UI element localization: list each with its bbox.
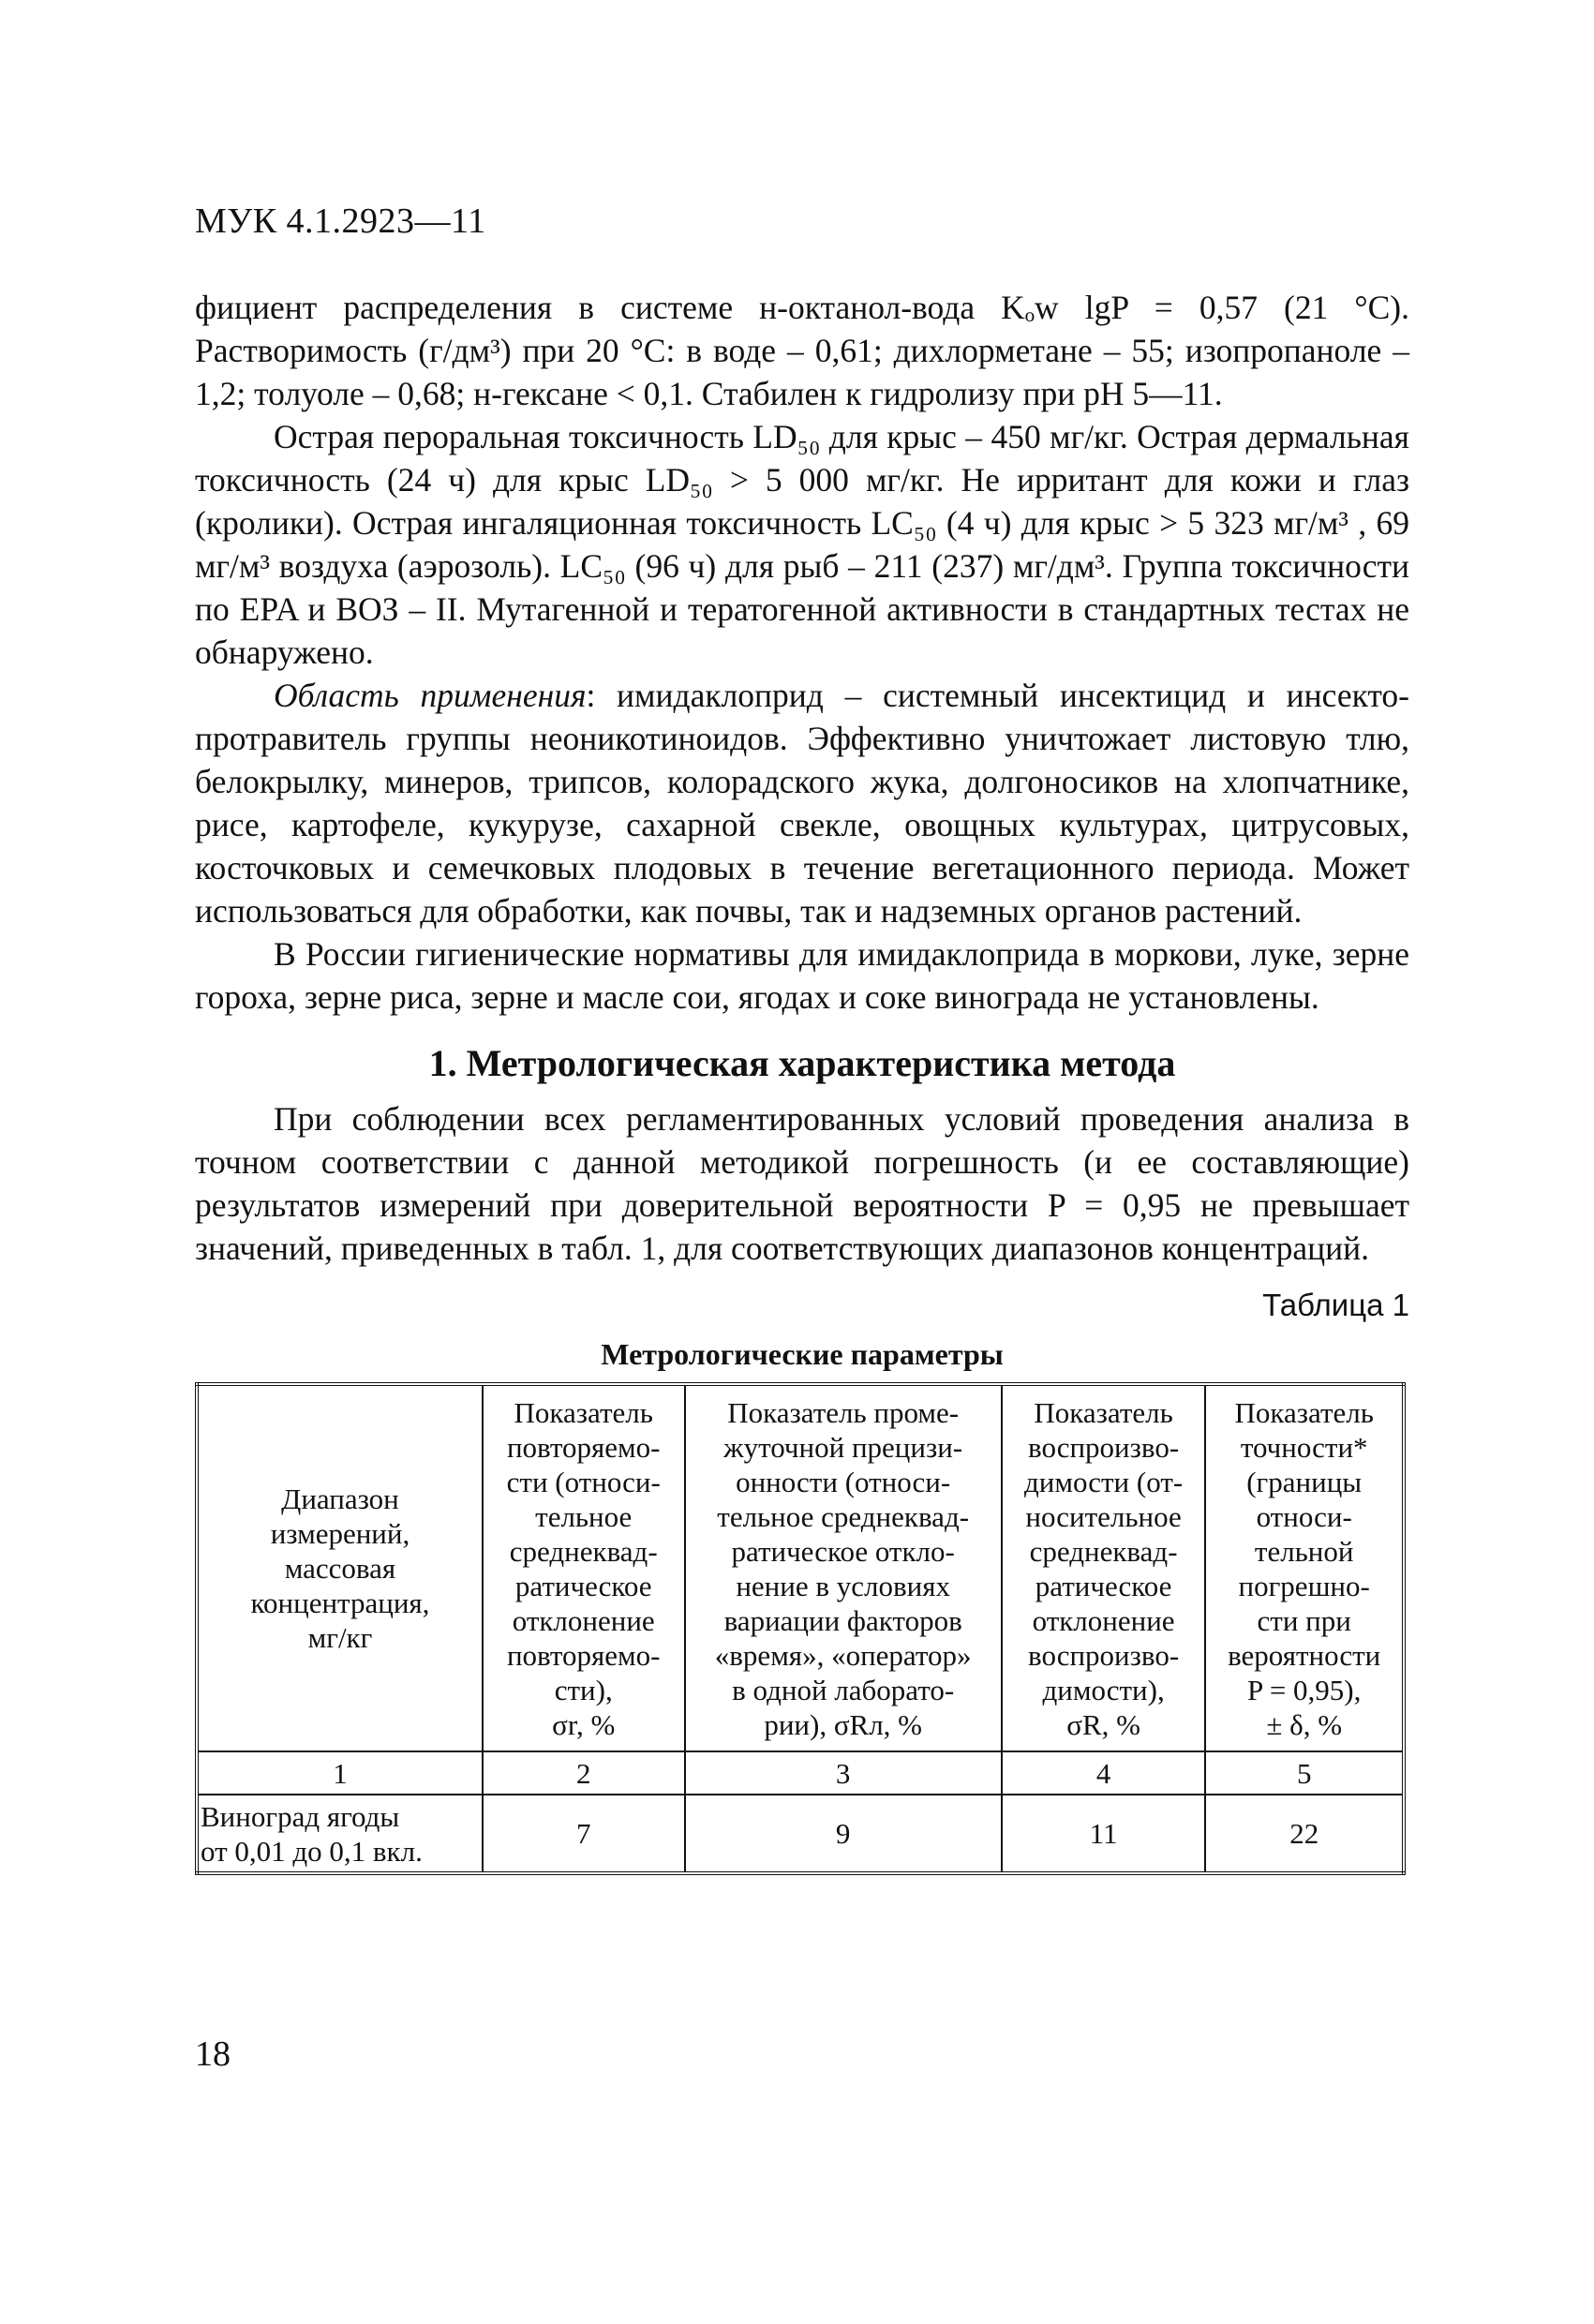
cell-reproducibility: 11	[1002, 1795, 1206, 1873]
paragraph-toxicity: Острая пероральная токсичность LD₅₀ для крыс – 450 мг/кг. Острая дермальная токсичность (24 ч) для крыс LD₅₀ > 5 000 мг/кг. Не ирритант для кожи и глаз (кролики). Острая ингаляционная токсичность LC₅₀ (4 ч) для крыс > 5 323 мг/м³ , 69 мг/м³ воздуха (аэрозоль). LC₅₀ (96 ч) для рыб – 211 (237) мг/дм³. Группа токсичности по EPA и ВОЗ – II. Мутагенной и тератогенной активности в стандартных тестах не обнаружено.	[195, 418, 1409, 671]
col-number: 1	[197, 1751, 483, 1795]
header-intermediate-precision: Показатель проме- жуточной прецизи- онности (относи- тельное среднеквад- ратическое откло- нение в условиях вариации факторов «время», «оператор» в одной лаборато- рии), σRл, %	[685, 1384, 1002, 1751]
header-range: Диапазон измерений, массовая концентрация, мг/кг	[197, 1384, 483, 1751]
paragraph-metrology: При соблюдении всех регламентированных условий проведения анализа в точном соответствии с данной методикой погрешность (и ее составляющие) результатов измерений при доверительной вероятности P = 0,95 не превышает значений, приведенных в табл. 1, для соответствующих диапазонов концентраций.	[195, 1100, 1409, 1267]
table-caption: Метрологические параметры	[601, 1337, 1004, 1371]
table-number: Таблица 1	[1262, 1288, 1409, 1322]
table-column-numbers	[197, 1751, 1404, 1795]
application-label: Область применения	[274, 677, 587, 714]
cell-intermediate-precision: 9	[685, 1795, 1002, 1873]
header-repeatability: Показатель повторяемо- сти (относи- тельное среднеквад- ратическое отклонение повторяемо- сти), σr, %	[483, 1384, 685, 1751]
section-heading: 1. Метрологическая характеристика метода	[428, 1042, 1176, 1084]
document-body	[195, 286, 1409, 1875]
col-number: 5	[1205, 1751, 1404, 1795]
cell-accuracy: 22	[1205, 1795, 1404, 1873]
application-text: : имидаклоприд – системный инсектицид и инсекто-протравитель группы неоникотиноидов. Эффективно уничтожает листовую тлю, белокрылку, минеров, трипсов, колорадского жука, долгоносиков на хлопчатнике, рисе, картофеле, кукурузе, сахарной свекле, овощных культурах, цитрусовых, косточковых и семечковых плодовых в течение вегетационного периода. Может использоваться для обработки, как почвы, так и надземных органов растений.	[195, 677, 1409, 930]
col-number: 2	[483, 1751, 685, 1795]
cell-range: Виноград ягоды от 0,01 до 0,1 вкл.	[197, 1795, 483, 1873]
header-accuracy: Показатель точности* (границы относи- тельной погрешно- сти при вероятности P = 0,95), ± δ, %	[1205, 1384, 1404, 1751]
metrology-table	[195, 1382, 1406, 1875]
paragraph-application	[195, 674, 1409, 932]
cell-repeatability: 7	[483, 1795, 685, 1873]
paragraph-norms: В России гигиенические нормативы для имидаклоприда в моркови, луке, зерне гороха, зерне риса, зерне и масле сои, ягодах и соке винограда не установлены.	[195, 935, 1409, 1016]
paragraph-distribution: фициент распределения в системе н-октанол-вода Kₒw lgP = 0,57 (21 °С). Растворимость (г/дм³) при 20 °С: в воде – 0,61; дихлорметане – 55; изопропаноле – 1,2; толуоле – 0,68; н-гексане < 0,1. Стабилен к гидролизу при pH 5—11.	[195, 289, 1409, 412]
page-number: 18	[195, 2034, 231, 2074]
document-code-header: МУК 4.1.2923—11	[195, 201, 486, 241]
table-header-row	[197, 1384, 1404, 1751]
col-number: 3	[685, 1751, 1002, 1795]
col-number: 4	[1002, 1751, 1206, 1795]
table-row	[197, 1795, 1404, 1873]
header-reproducibility: Показатель воспроизво- димости (от- носительное среднеквад- ратическое отклонение воспроизво- димости), σR, %	[1002, 1384, 1206, 1751]
